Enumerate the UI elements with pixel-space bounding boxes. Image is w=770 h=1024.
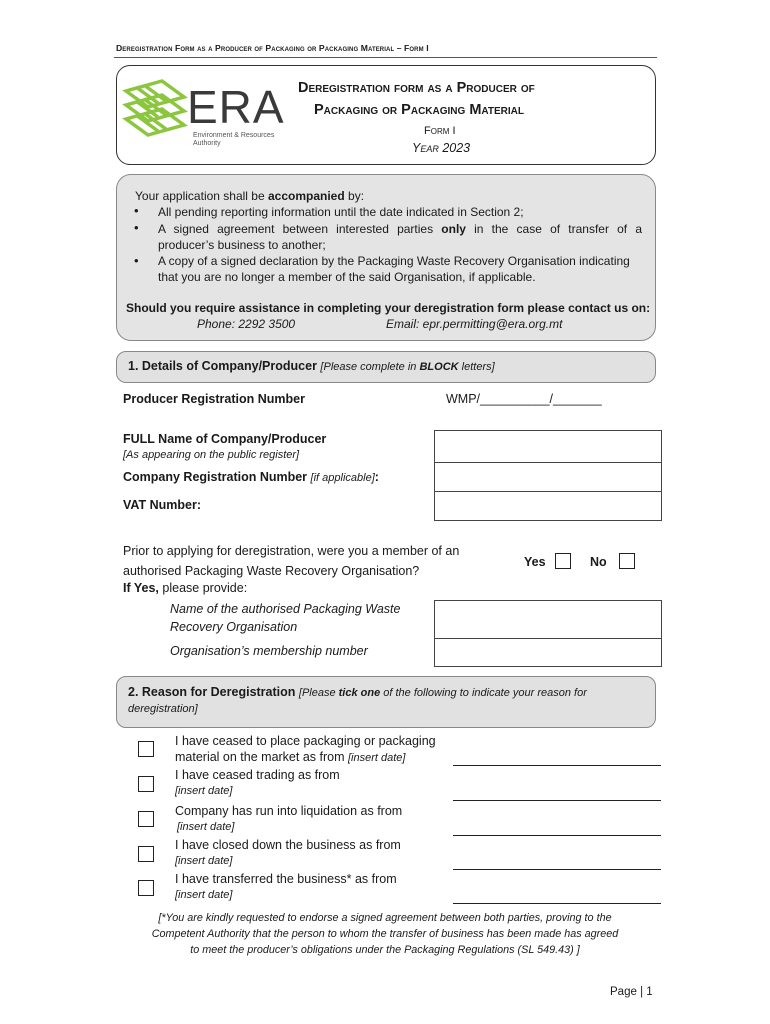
bullet-2: A signed agreement between interested parties only in the case of transfer of a [158,222,642,236]
reason-ceased-trading-checkbox[interactable] [138,776,154,792]
reason-transferred-checkbox[interactable] [138,880,154,896]
page-footer: Page | 1 [610,986,653,998]
full-name-field[interactable] [434,430,662,463]
reason-date-note: [insert date] [177,821,235,833]
reason-label: I have closed down the business as from [175,838,401,852]
logo-subtitle-2: Authority [193,140,221,147]
section2-note-cont: deregistration] [128,703,198,715]
reason-closed-down-checkbox[interactable] [138,846,154,862]
reason-liquidation-checkbox[interactable] [138,811,154,827]
email-link[interactable]: Email: epr.permitting@era.org.mt [386,317,563,331]
form-title-line1: Deregistration form as a Producer of [298,80,535,96]
bullet-3-cont: that you are no longer a member of the said Organisation, if applicable. [158,270,536,284]
prior-question-line2: authorised Packaging Waste Recovery Organisation? [123,564,420,578]
reason-ceased-placing-checkbox[interactable] [138,741,154,757]
footnote: [*You are kindly requested to endorse a signed agreement between both parties, proving to the Competent Authority that the person to whom the transfer of business has been made has agreed to meet the producer’s obligations under the Packaging Regulations (SL 549.43) ] [151,912,619,956]
form-title-line2: Packaging or Packaging Material [314,102,524,118]
yes-checkbox[interactable] [555,553,571,569]
assist-text: Should you require assistance in completing your deregistration form please contact us on: [126,301,651,315]
reason-label: Company has run into liquidation as from [175,804,403,818]
reason-label-cont: material on the market as from [insert date] [175,750,406,764]
date-line[interactable] [453,765,661,766]
reason-label: I have transferred the business* as from [175,872,397,886]
form-number: Form I [424,125,456,137]
bullet-3: A copy of a signed declaration by the Packaging Waste Recovery Organisation indicating [158,254,630,268]
yes-label: Yes [524,555,546,569]
reason-date-note: [insert date] [175,889,233,901]
no-label: No [590,555,607,569]
reason-date-note: [insert date] [175,785,233,797]
prn-value[interactable]: WMP/__________/_______ [446,392,602,406]
bullet-1: All pending reporting information until the date indicated in Section 2; [158,205,524,219]
reason-date-note: [insert date] [175,855,233,867]
reason-label: I have ceased to place packaging or packaging [175,734,436,748]
logo-subtitle-1: Environment & Resources [193,132,275,139]
bullet-2-cont: producer’s business to another; [158,238,326,252]
info-intro: Your application shall be accompanied by: [135,189,365,203]
full-name-note: [As appearing on the public register] [123,449,300,461]
membership-label: Organisation’s membership number [170,644,368,658]
phone: Phone: 2292 3500 [197,317,296,331]
bullet-dot: • [134,253,139,268]
company-reg-label: Company Registration Number [if applicable]: [123,470,379,484]
vat-label: VAT Number: [123,498,202,512]
running-title: Deregistration Form as a Producer of Packaging or Packaging Material – Form I [116,43,429,53]
membership-field[interactable] [434,638,662,667]
if-yes-text: If Yes, please provide: [123,581,248,595]
prior-question-line1: Prior to applying for deregistration, were you a member of an [123,544,460,558]
bullet-dot: • [134,203,139,218]
logo-text: ERA [187,81,285,133]
full-name-label: FULL Name of Company/Producer [123,432,327,446]
section2-title: 2. Reason for Deregistration [Please tick one of the following to indicate your reason for [128,685,587,699]
date-line[interactable] [453,869,661,870]
form-year: Year 2023 [412,141,471,155]
section1-title: 1. Details of Company/Producer [Please complete in BLOCK letters] [128,359,495,373]
org-name-field[interactable] [434,600,662,639]
date-line[interactable] [453,835,661,836]
section2-bar [116,676,656,728]
org-name-label-2: Recovery Organisation [170,620,298,634]
bullet-dot: • [134,220,139,235]
prn-label: Producer Registration Number [123,392,305,406]
no-checkbox[interactable] [619,553,635,569]
org-name-label-1: Name of the authorised Packaging Waste [170,602,401,616]
header-rule [114,57,657,58]
vat-field[interactable] [434,491,662,521]
company-reg-field[interactable] [434,462,662,492]
reason-label: I have ceased trading as from [175,768,340,782]
date-line[interactable] [453,903,661,904]
date-line[interactable] [453,800,661,801]
